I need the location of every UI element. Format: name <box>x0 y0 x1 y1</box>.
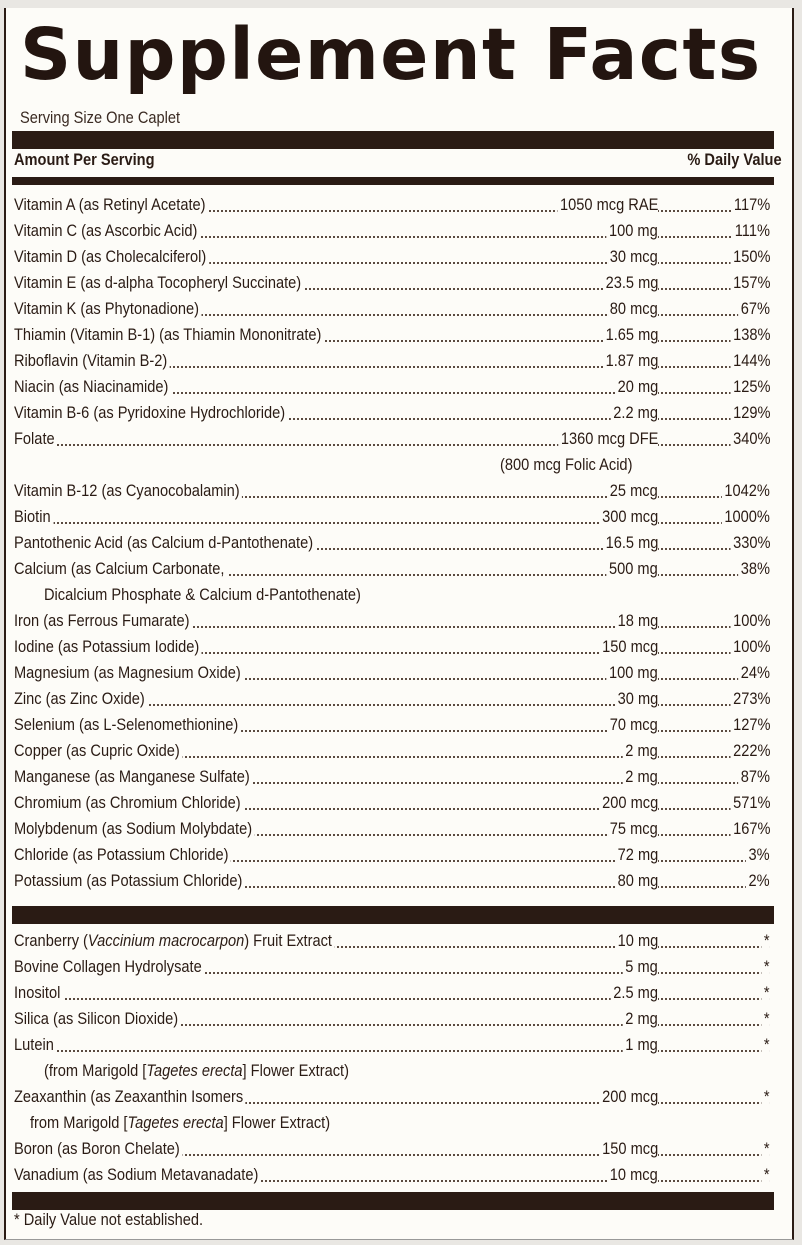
nutrient-row <box>14 1136 770 1162</box>
nutrient-row <box>14 954 770 980</box>
nutrient-name: Lutein <box>14 1032 56 1058</box>
nutrient-name: Iron (as Ferrous Fumarate) <box>14 608 192 634</box>
continuation-line <box>14 452 770 478</box>
nutrient-name: Vitamin A (as Retinyl Acetate) <box>14 192 208 218</box>
nutrient-name: Folate <box>14 426 57 452</box>
daily-value: * <box>762 980 770 1006</box>
nutrient-row <box>14 244 770 270</box>
daily-value: 167% <box>730 816 770 842</box>
nutrient-row <box>14 478 770 504</box>
nutrient-name: Vanadium (as Sodium Metavanadate) <box>14 1162 261 1188</box>
nutrient-row <box>14 296 770 322</box>
divider-thick-middle <box>12 906 774 924</box>
daily-value: 571% <box>730 790 770 816</box>
daily-value: 2% <box>746 868 770 894</box>
nutrient-name: Potassium (as Potassium Chloride) <box>14 868 245 894</box>
nutrient-row <box>14 608 770 634</box>
continuation-text: (800 mcg Folic Acid) <box>500 452 635 478</box>
daily-value: 144% <box>730 348 770 374</box>
continuation-line <box>14 1110 770 1136</box>
nutrient-row <box>14 634 770 660</box>
nutrient-row <box>14 1006 770 1032</box>
panel-title: Supplement Facts <box>20 13 762 96</box>
nutrient-name: Molybdenum (as Sodium Molybdate) <box>14 816 255 842</box>
daily-value: 87% <box>738 764 770 790</box>
nutrient-row <box>14 426 770 452</box>
nutrient-name: Inositol <box>14 980 63 1006</box>
nutrient-amount: 5 mg <box>623 954 658 980</box>
daily-value-header: % Daily Value <box>687 150 782 169</box>
nutrient-row <box>14 504 770 530</box>
daily-value: 24% <box>738 660 770 686</box>
daily-value: * <box>762 954 770 980</box>
nutrient-name: Vitamin C (as Ascorbic Acid) <box>14 218 200 244</box>
nutrient-amount: 18 mg <box>615 608 658 634</box>
dot-leader <box>654 1180 770 1182</box>
divider-thick-bottom <box>12 1192 774 1210</box>
nutrient-row <box>14 374 770 400</box>
daily-value: * <box>762 1136 770 1162</box>
nutrient-amount: 80 mg <box>615 868 658 894</box>
nutrient-name: Thiamin (Vitamin B-1) (as Thiamin Mononitrate) <box>14 322 324 348</box>
footnote: * Daily Value not established. <box>14 1210 204 1229</box>
nutrient-row <box>14 348 770 374</box>
daily-value: * <box>762 1032 770 1058</box>
nutrient-name: Selenium (as L-Selenomethionine) <box>14 712 241 738</box>
dot-leader <box>654 1154 770 1156</box>
nutrient-name: Manganese (as Manganese Sulfate) <box>14 764 252 790</box>
nutrient-amount: 2 mg <box>623 738 658 764</box>
daily-value: * <box>762 1084 770 1110</box>
nutrient-row <box>14 712 770 738</box>
dot-leader <box>654 972 770 974</box>
nutrient-row <box>14 400 770 426</box>
continuation-text: (from Marigold [Tagetes erecta] Flower Extract) <box>44 1058 352 1084</box>
daily-value: 67% <box>738 296 770 322</box>
nutrient-amount: 30 mcg <box>607 244 658 270</box>
nutrient-name: Vitamin D (as Cholecalciferol) <box>14 244 209 270</box>
nutrient-amount: 1.87 mg <box>603 348 658 374</box>
nutrient-row <box>14 660 770 686</box>
nutrient-name: Zeaxanthin (as Zeaxanthin Isomers <box>14 1084 246 1110</box>
daily-value: 1000% <box>722 504 770 530</box>
nutrient-row <box>14 1162 770 1188</box>
nutrient-name: Vitamin E (as d-alpha Tocopheryl Succinate) <box>14 270 304 296</box>
nutrient-amount: 200 mcg <box>599 1084 658 1110</box>
nutrient-row <box>14 686 770 712</box>
nutrient-row <box>14 790 770 816</box>
nutrient-row <box>14 842 770 868</box>
nutrient-row <box>14 980 770 1006</box>
dot-leader <box>654 1024 770 1026</box>
nutrient-name: Chromium (as Chromium Chloride) <box>14 790 243 816</box>
nutrient-amount: 2 mg <box>623 764 658 790</box>
nutrient-amount: 2.2 mg <box>611 400 658 426</box>
nutrient-amount: 150 mcg <box>599 1136 658 1162</box>
dot-leader <box>654 1050 770 1052</box>
daily-value: 330% <box>730 530 770 556</box>
daily-value: 38% <box>738 556 770 582</box>
daily-value: 1042% <box>722 478 770 504</box>
nutrient-name: Copper (as Cupric Oxide) <box>14 738 182 764</box>
nutrient-name: Vitamin K (as Phytonadione) <box>14 296 202 322</box>
divider-header <box>12 177 774 185</box>
nutrient-amount: 75 mcg <box>607 816 658 842</box>
continuation-text: from Marigold [Tagetes erecta] Flower Extract) <box>30 1110 333 1136</box>
daily-value: * <box>762 928 770 954</box>
daily-value: 340% <box>730 426 770 452</box>
daily-value: 222% <box>730 738 770 764</box>
dot-leader <box>654 946 770 948</box>
daily-value: 117% <box>731 192 770 218</box>
nutrient-list <box>14 192 770 894</box>
nutrient-name: Niacin (as Niacinamide) <box>14 374 171 400</box>
daily-value: 157% <box>730 270 770 296</box>
nutrient-name: Calcium (as Calcium Carbonate, <box>14 556 227 582</box>
nutrient-name: Pantothenic Acid (as Calcium d-Pantothenate) <box>14 530 316 556</box>
nutrient-amount: 2 mg <box>623 1006 658 1032</box>
daily-value: 111% <box>732 218 770 244</box>
daily-value: 129% <box>730 400 770 426</box>
daily-value: * <box>762 1006 770 1032</box>
nutrient-amount: 1.65 mg <box>603 322 658 348</box>
nutrient-name: Silica (as Silicon Dioxide) <box>14 1006 181 1032</box>
nutrient-amount: 25 mcg <box>607 478 658 504</box>
dot-leader <box>654 1102 770 1104</box>
nutrient-row <box>14 192 770 218</box>
nutrient-amount: 150 mcg <box>599 634 658 660</box>
nutrient-amount: 1360 mcg DFE <box>558 426 658 452</box>
nutrient-row <box>14 530 770 556</box>
nutrient-row <box>14 322 770 348</box>
nutrient-row <box>14 764 770 790</box>
continuation-line <box>14 1058 770 1084</box>
divider-thick-top <box>12 131 774 149</box>
nutrient-amount: 10 mcg <box>607 1162 658 1188</box>
nutrient-row <box>14 738 770 764</box>
nutrient-amount: 1 mg <box>623 1032 658 1058</box>
nutrient-amount: 20 mg <box>615 374 658 400</box>
nutrient-name: Vitamin B-12 (as Cyanocobalamin) <box>14 478 242 504</box>
nutrient-name: Vitamin B-6 (as Pyridoxine Hydrochloride) <box>14 400 288 426</box>
dot-leader <box>654 998 770 1000</box>
daily-value: 138% <box>730 322 770 348</box>
serving-size: Serving Size One Caplet <box>20 108 181 127</box>
nutrient-amount: 70 mcg <box>607 712 658 738</box>
dot-leader <box>14 522 658 524</box>
nutrient-name: Iodine (as Potassium Iodide) <box>14 634 202 660</box>
nutrient-name: Biotin <box>14 504 53 530</box>
nutrient-amount: 100 mg <box>607 218 658 244</box>
nutrient-name: Magnesium (as Magnesium Oxide) <box>14 660 243 686</box>
nutrient-row <box>14 816 770 842</box>
nutrient-name: Bovine Collagen Hydrolysate <box>14 954 204 980</box>
nutrient-amount: 72 mg <box>615 842 658 868</box>
daily-value: 127% <box>730 712 770 738</box>
daily-value: 100% <box>730 608 770 634</box>
daily-value: 273% <box>730 686 770 712</box>
nutrient-row <box>14 1084 770 1110</box>
daily-value: 3% <box>746 842 770 868</box>
nutrient-amount: 80 mcg <box>607 296 658 322</box>
nutrient-name: Riboflavin (Vitamin B-2) <box>14 348 170 374</box>
other-ingredients-list <box>14 928 770 1188</box>
nutrient-name: Chloride (as Potassium Chloride) <box>14 842 231 868</box>
nutrient-row <box>14 928 770 954</box>
continuation-text: Dicalcium Phosphate & Calcium d-Pantothenate) <box>44 582 364 608</box>
dot-leader <box>14 1050 658 1052</box>
daily-value: 100% <box>730 634 770 660</box>
nutrient-amount: 30 mg <box>615 686 658 712</box>
nutrient-amount: 1050 mcg RAE <box>557 192 658 218</box>
daily-value: * <box>762 1162 770 1188</box>
nutrient-row <box>14 868 770 894</box>
nutrient-name: Boron (as Boron Chelate) <box>14 1136 182 1162</box>
nutrient-row <box>14 270 770 296</box>
nutrient-amount: 100 mg <box>607 660 658 686</box>
nutrient-name: Zinc (as Zinc Oxide) <box>14 686 147 712</box>
dot-leader <box>14 998 658 1000</box>
nutrient-amount: 16.5 mg <box>603 530 658 556</box>
nutrient-amount: 10 mg <box>615 928 658 954</box>
nutrient-row <box>14 1032 770 1058</box>
nutrient-name: Cranberry (Vaccinium macrocarpon) Fruit Extract <box>14 928 335 954</box>
nutrient-amount: 2.5 mg <box>611 980 658 1006</box>
nutrient-amount: 500 mg <box>607 556 658 582</box>
amount-per-serving-header: Amount Per Serving <box>14 150 155 169</box>
continuation-line <box>14 582 770 608</box>
nutrient-row <box>14 218 770 244</box>
daily-value: 125% <box>730 374 770 400</box>
nutrient-amount: 300 mcg <box>599 504 658 530</box>
nutrient-row <box>14 556 770 582</box>
nutrient-amount: 23.5 mg <box>603 270 658 296</box>
nutrient-amount: 200 mcg <box>599 790 658 816</box>
daily-value: 150% <box>730 244 770 270</box>
